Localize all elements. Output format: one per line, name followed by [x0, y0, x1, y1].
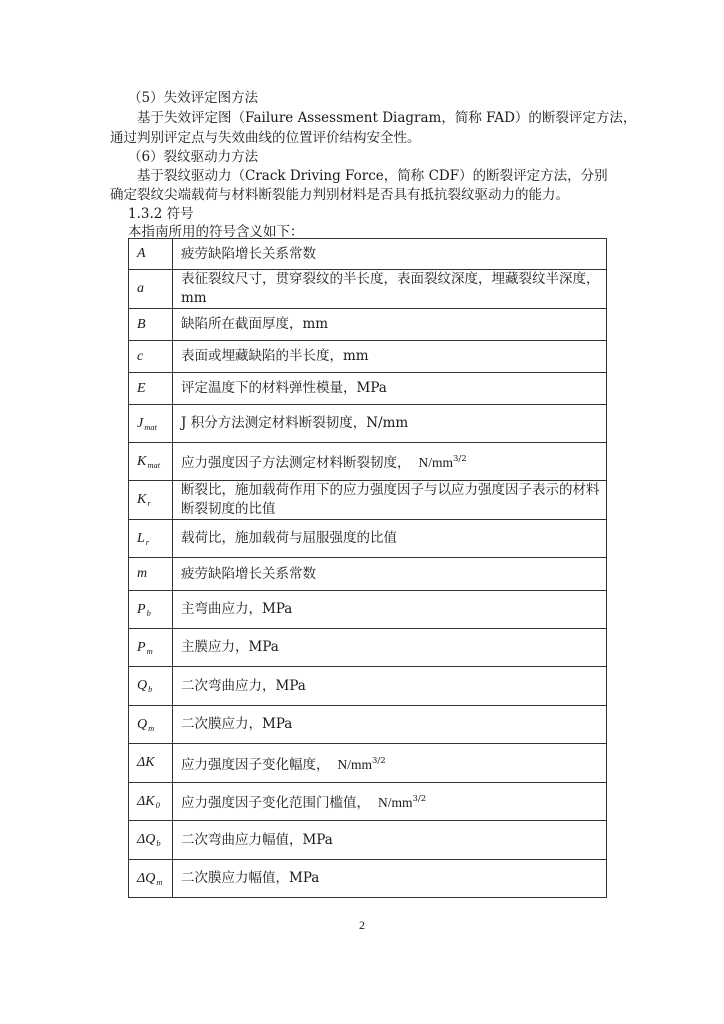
table-row [129, 405, 607, 443]
symbol-cell [129, 860, 173, 898]
symbol-text: ΔQ [137, 832, 156, 847]
table-row [129, 591, 607, 629]
symbol-cell [129, 783, 173, 821]
description-text: 疲劳缺陷增长关系常数 [181, 565, 316, 582]
symbol-text: K [137, 453, 147, 469]
symbol-cell [129, 270, 173, 309]
description-text: 主弯曲应力，MPa [181, 601, 293, 617]
symbol-cell [129, 443, 173, 481]
description-text: 评定温度下的材料弹性模量，MPa [181, 380, 387, 396]
table-row [129, 860, 607, 898]
description-text: 主膜应力，MPa [181, 639, 279, 655]
description-cell [173, 821, 607, 860]
description-text: J 积分方法测定材料断裂韧度，N/mm [181, 415, 409, 431]
symbol-subscript: b [148, 684, 153, 694]
table-row [129, 270, 607, 309]
table-row [129, 373, 607, 405]
symbol-cell [129, 744, 173, 783]
table-row [129, 309, 607, 341]
description-cell [173, 860, 607, 898]
description-text: 应力强度因子方法测定材料断裂韧度， [181, 455, 411, 471]
table-row [129, 443, 607, 481]
symbol-subscript: 0 [155, 799, 160, 810]
description-cell [173, 481, 607, 520]
description-cell [173, 591, 607, 629]
symbol-subscript: m [148, 722, 155, 733]
table-row [129, 341, 607, 373]
symbol-cell [129, 373, 173, 405]
description-cell [173, 520, 607, 558]
description-text: 缺陷所在截面厚度，mm [181, 316, 329, 332]
description-cell [173, 239, 607, 270]
symbol-cell [129, 341, 173, 373]
description-cell [173, 309, 607, 341]
symbol-table [128, 238, 607, 898]
table-row [129, 783, 607, 821]
symbol-subscript: r [145, 536, 150, 547]
symbol-text: A [137, 246, 146, 261]
description-text: 断裂比，施加载荷作用下的应力强度因子与以应力强度因子表示的材料断裂韧度的比值 [181, 482, 600, 517]
table-row [129, 744, 607, 783]
symbol-text: a [137, 281, 144, 296]
symbol-text: K [137, 492, 147, 507]
description-text: 载荷比，施加载荷与屈服强度的比值 [181, 530, 397, 546]
table-row [129, 821, 607, 860]
symbol-cell [129, 309, 173, 341]
symbol-text: E [137, 380, 146, 396]
cdf-heading: （6）裂纹驱动力方法 [128, 149, 259, 165]
cdf-paragraph-line2: 确定裂纹尖端载荷与材料断裂能力判别材料是否具有抵抗裂纹驱动力的能力。 [110, 187, 569, 203]
symbol-text: J [137, 415, 144, 431]
description-text: 表征裂纹尺寸，贯穿裂纹的半长度，表面裂纹深度，埋藏裂纹半深度，mm [181, 271, 600, 306]
cdf-paragraph-line1: 基于裂纹驱动力（Crack Driving Force，简称 CDF）的断裂评定方法，分别 [137, 168, 608, 184]
description-text: 疲劳缺陷增长关系常数 [181, 245, 316, 262]
unit-superscript: 3/2 [372, 755, 386, 766]
table-row [129, 706, 607, 744]
description-text: 二次膜应力，MPa [181, 716, 293, 732]
description-cell [173, 629, 607, 667]
description-cell [173, 405, 607, 443]
description-cell [173, 443, 607, 481]
table-row [129, 520, 607, 558]
symbol-cell [129, 629, 173, 667]
fad-paragraph-line2: 通过判别评定点与失效曲线的位置评价结构安全性。 [110, 130, 421, 146]
symbol-cell [129, 591, 173, 629]
symbol-subscript: mat [147, 459, 161, 470]
table-row [129, 667, 607, 706]
description-cell [173, 783, 607, 821]
description-cell [173, 270, 607, 309]
unit-text: N/mm [378, 795, 413, 810]
description-cell [173, 667, 607, 706]
description-text: 应力强度因子变化幅度， [181, 756, 330, 773]
symbol-text: B [137, 316, 146, 332]
symbol-text: Q [137, 678, 148, 693]
description-cell [173, 341, 607, 373]
description-text: 应力强度因子变化范围门槛值， [181, 795, 370, 811]
table-row [129, 558, 607, 591]
symbol-subscript: m [156, 876, 163, 887]
fad-heading: （5）失效评定图方法 [128, 90, 259, 106]
fad-paragraph-line1: 基于失效评定图（Failure Assessment Diagram，简称 FAD）的断裂评定方法， [137, 110, 637, 126]
symbol-text: L [137, 530, 145, 546]
unit-text: N/mm [418, 455, 454, 470]
symbol-subscript: b [146, 607, 151, 618]
symbol-cell [129, 706, 173, 744]
symbol-text: P [137, 639, 146, 655]
symbol-text: ΔK [137, 793, 155, 809]
symbol-cell [129, 667, 173, 706]
symbol-cell [129, 558, 173, 591]
symbol-cell [129, 481, 173, 520]
symbol-cell [129, 405, 173, 443]
symbol-cell [129, 239, 173, 270]
table-row [129, 239, 607, 270]
page-number: 2 [359, 918, 365, 932]
symbol-text: m [137, 566, 148, 581]
description-cell [173, 706, 607, 744]
symbol-subscript: mat [144, 421, 157, 432]
symbol-text: Q [137, 716, 148, 732]
description-text: 二次弯曲应力幅值，MPa [181, 831, 333, 848]
unit-text: N/mm [337, 756, 373, 772]
description-cell [173, 373, 607, 405]
description-text: 二次膜应力幅值，MPa [181, 870, 320, 886]
description-cell [173, 744, 607, 783]
table-row [129, 481, 607, 520]
symbol-text: ΔQ [137, 870, 156, 886]
symbol-subscript: b [156, 838, 161, 848]
description-text: 二次弯曲应力，MPa [181, 677, 306, 694]
unit-superscript: 3/2 [412, 794, 427, 804]
section-title: 1.3.2 符号 [128, 206, 194, 222]
symbol-text: c [137, 348, 144, 364]
symbol-cell [129, 821, 173, 860]
symbol-subscript: m [146, 645, 153, 656]
description-cell [173, 558, 607, 591]
symbol-text: ΔK [137, 755, 155, 770]
symbol-subscript: r [147, 498, 151, 508]
unit-superscript: 3/2 [453, 454, 467, 464]
symbol-cell [129, 520, 173, 558]
symbol-text: P [137, 601, 146, 617]
description-text: 表面或埋藏缺陷的半长度，mm [181, 348, 369, 364]
table-row [129, 629, 607, 667]
intro-line: 本指南所用的符号含义如下： [128, 224, 304, 240]
